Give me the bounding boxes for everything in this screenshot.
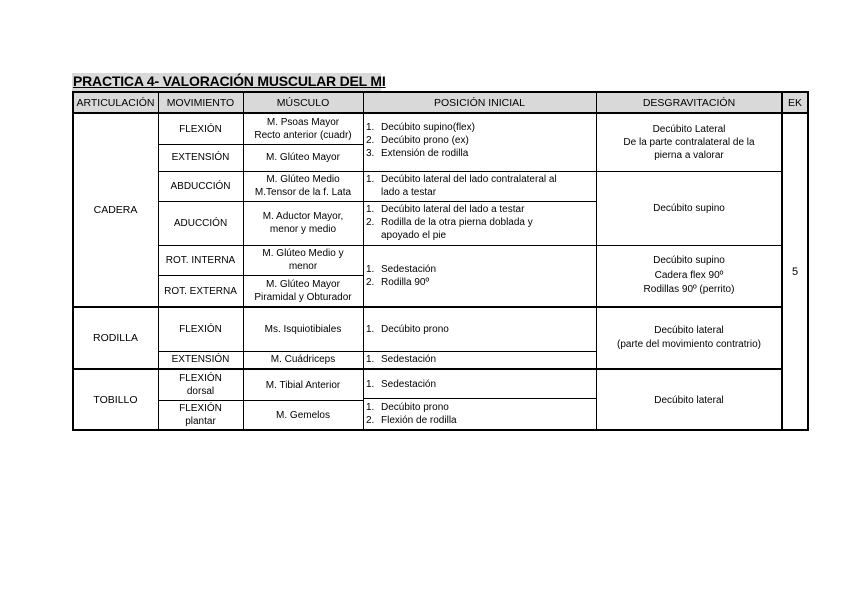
articulacion-tobillo: TOBILLO (93, 393, 138, 406)
rodilla-bottom-border (72, 368, 783, 370)
musculo-tobillo-flexion-dorsal: M. Tibial Anterior (265, 379, 341, 391)
list-item: 1. Sedestación (366, 379, 437, 390)
ek-value: 5 (791, 265, 799, 278)
movimiento-tobillo-flexion-plantar: FLEXIÓN plantar (179, 403, 222, 427)
ek-left-border (781, 91, 783, 431)
movimiento-cadera-aduccion: ADUCCIÓN (173, 217, 228, 229)
posicion-cadera-aduccion (363, 203, 596, 242)
list-item: 2. Rodilla 90º (366, 277, 430, 288)
posicion-tobillo-flexion-plantar (363, 401, 596, 427)
header-articulacion: ARTICULACIÓN (73, 93, 158, 113)
movimiento-rodilla-flexion: FLEXIÓN (179, 324, 222, 335)
movimiento-rodilla-extension: EXTENSIÓN (171, 354, 230, 365)
desgravitacion-cadera-flex-ext: Decúbito Lateral De la parte contralateral de la pierna a valorar (623, 124, 755, 161)
movimiento-tobillo-flexion-dorsal: FLEXIÓN dorsal (179, 373, 222, 397)
desgravitacion-cadera-abd-add: Decúbito supino (653, 202, 725, 214)
desgravitacion-rodilla: Decúbito lateral (parte del movimiento contratrio) (617, 325, 761, 350)
list-item: 1. Sedestación (366, 264, 437, 275)
list-item: 1. Decúbito lateral del lado a testar (366, 204, 525, 215)
col-divider (596, 93, 597, 430)
movimiento-cadera-rot-interna: ROT. INTERNA (165, 254, 236, 266)
list-item: 1. Sedestación (366, 354, 437, 365)
header-posicion-inicial: POSICIÓN INICIAL (363, 93, 596, 113)
header-bottom-border (72, 112, 809, 114)
table-bottom-border (72, 429, 809, 431)
table-left-border (72, 91, 74, 431)
list-item: 2. Flexión de rodilla (366, 415, 457, 426)
musculo-rodilla-extension: M. Cuádriceps (270, 354, 336, 365)
header-musculo: MÚSCULO (243, 93, 363, 113)
articulacion-cadera: CADERA (93, 204, 138, 216)
list-item: 3. Extensión de rodilla (366, 148, 469, 159)
table-top-border (72, 91, 809, 93)
col-divider (363, 93, 364, 430)
posicion-rodilla-extension (363, 353, 596, 366)
musculo-cadera-abduccion: M. Glúteo Medio M.Tensor de la f. Lata (254, 174, 352, 198)
musculo-cadera-aduccion: M. Aductor Mayor, menor y medio (262, 211, 344, 235)
articulacion-rodilla: RODILLA (93, 331, 138, 344)
musculo-cadera-rot-interna: M. Glúteo Medio y menor (262, 248, 344, 272)
cadera-bottom-border (72, 306, 783, 308)
header-ek: EK (782, 93, 808, 113)
musculo-line: Recto anterior (cuadr) (254, 130, 352, 141)
page-title: PRACTICA 4- VALORACIÓN MUSCULAR DEL MI (73, 73, 386, 89)
musculo-cadera-extension: M. Glúteo Mayor (266, 152, 340, 163)
header-desgravitacion: DESGRAVITACIÓN (596, 93, 782, 113)
musculo-line: M. Psoas Mayor (266, 117, 340, 128)
musculo-cadera-rot-externa: M. Glúteo Mayor Piramidal y Obturador (254, 279, 352, 303)
table-right-border (807, 91, 809, 431)
posicion-tobillo-flexion-dorsal (363, 378, 596, 391)
musculo-rodilla-flexion: Ms. Isquiotibiales (264, 324, 342, 335)
row-divider (158, 201, 596, 202)
list-item: 2. Rodilla de la otra pierna doblada y apoyado el pie (366, 217, 533, 241)
musculo-cadera-flexion (243, 114, 363, 144)
movimiento-cadera-flexion: FLEXIÓN (179, 123, 222, 135)
posicion-cadera-flex-ext (363, 121, 596, 160)
posicion-cadera-abduccion (363, 173, 596, 199)
movimiento-cadera-extension: EXTENSIÓN (171, 152, 230, 163)
row-divider (158, 351, 596, 352)
row-divider (158, 275, 363, 276)
row-divider (158, 400, 363, 401)
row-divider (158, 245, 782, 246)
header-movimiento: MOVIMIENTO (158, 93, 243, 113)
row-divider (158, 144, 363, 145)
posicion-rodilla-flexion (363, 323, 596, 336)
list-item: 1. Decúbito prono (366, 402, 449, 413)
list-item: 1. Decúbito lateral del lado contralateral al lado a testar (366, 174, 557, 198)
movimiento-cadera-rot-externa: ROT. EXTERNA (164, 285, 237, 297)
desgravitacion-cadera-rotacion: Decúbito supino Cadera flex 90º Rodillas 90º (perrito) (643, 255, 735, 296)
list-item: 1. Decúbito prono (366, 324, 449, 335)
movimiento-cadera-abduccion: ABDUCCIÓN (170, 180, 231, 192)
desgravitacion-tobillo: Decúbito lateral (654, 394, 724, 406)
posicion-cadera-rotacion (363, 263, 596, 289)
row-divider (363, 398, 596, 399)
list-item: 1. Decúbito supino(flex) (366, 122, 475, 133)
musculo-tobillo-flexion-plantar: M. Gemelos (276, 409, 330, 421)
row-divider (158, 171, 782, 172)
list-item: 2. Decúbito prono (ex) (366, 135, 469, 146)
